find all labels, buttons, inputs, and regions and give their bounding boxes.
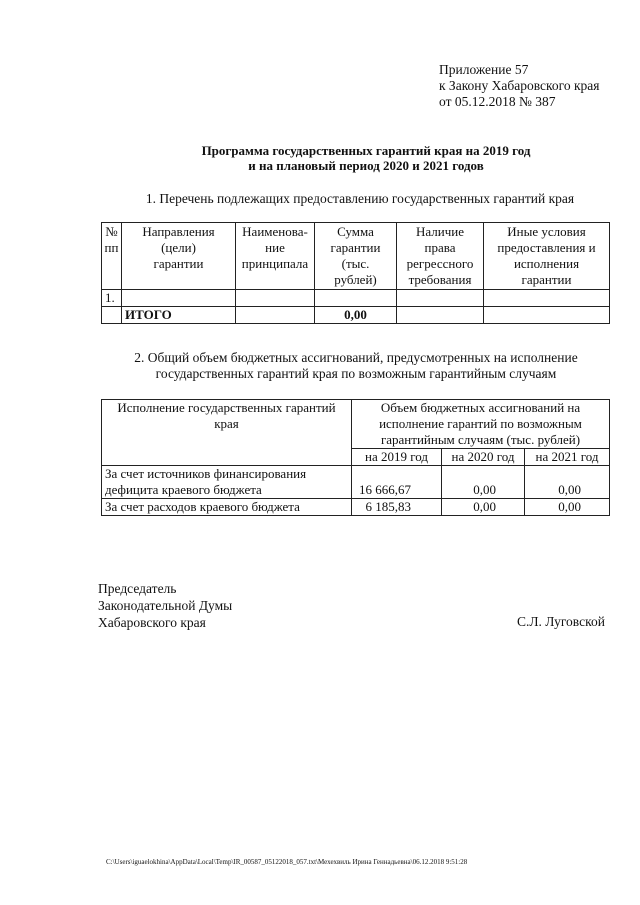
appropriations-table [101, 399, 610, 516]
row-num: 1. [102, 290, 122, 307]
header-year-2019: на 2019 год [352, 449, 442, 466]
value-2021: 0,00 [525, 466, 610, 499]
signature-position-1: Председатель [98, 581, 177, 596]
row-label: За счет расходов краевого бюджета [102, 499, 352, 516]
header-year-2020: на 2020 год [442, 449, 525, 466]
section2-heading-line-2: государственных гарантий края по возможным гарантийным случаям [155, 366, 557, 381]
total-value: 0,00 [315, 307, 397, 324]
title-line-2: и на плановый период 2020 и 2021 годов [248, 158, 484, 173]
value-2019: 6 185,83 [352, 499, 442, 516]
header-num: № пп [102, 223, 122, 290]
signature-position-2: Законодательной Думы [98, 598, 233, 613]
total-row [102, 307, 610, 324]
value-2021: 0,00 [525, 499, 610, 516]
signatory-name: С.Л. Луговской [517, 614, 605, 629]
title-line-1: Программа государственных гарантий края на 2019 год [201, 143, 531, 158]
value-2020: 0,00 [442, 499, 525, 516]
header-year-2021: на 2021 год [525, 449, 610, 466]
value-2019: 16 666,67 [352, 466, 442, 499]
table-row [102, 499, 610, 516]
header-execution: Исполнение государственных гарантий края [102, 400, 352, 466]
header-principal: Наименова- ние принципала [236, 223, 315, 290]
header-direction: Направления (цели) гарантии [122, 223, 236, 290]
signature-block [98, 580, 232, 631]
total-label: ИТОГО [122, 307, 236, 324]
table-row [102, 290, 610, 307]
header-volume: Объем бюджетных ассигнований на исполнение гарантий по возможным гарантийным случаям (тыс. рублей) [352, 400, 610, 449]
guarantees-table [101, 222, 610, 324]
value-2020: 0,00 [442, 466, 525, 499]
section2-heading [0, 350, 640, 382]
annex-date: от 05.12.2018 № 387 [439, 94, 556, 109]
document-title [0, 143, 640, 173]
header-other: Иные условия предоставления и исполнения гарантии [484, 223, 610, 290]
section2-heading-line-1: 2. Общий объем бюджетных ассигнований, предусмотренных на исполнение [134, 350, 578, 365]
header-regress: Наличие права регрессного требования [397, 223, 484, 290]
table-row [102, 466, 610, 499]
annex-block [439, 62, 600, 110]
row-label: За счет источников финансирования дефицита краевого бюджета [102, 466, 352, 499]
header-sum: Сумма гарантии (тыс. рублей) [315, 223, 397, 290]
file-path-footer: C:\Users\iguaelokhina\AppData\Local\Temp\IR_00587_05122018_057.txt\Мехехвиль Ирина Геннадьевна\06.12.2018 9:51:28 [106, 858, 468, 866]
annex-law: к Закону Хабаровского края [439, 78, 600, 93]
signature-position-3: Хабаровского края [98, 615, 206, 630]
section1-heading: 1. Перечень подлежащих предоставлению государственных гарантий края [145, 191, 575, 206]
annex-number: Приложение 57 [439, 62, 529, 77]
